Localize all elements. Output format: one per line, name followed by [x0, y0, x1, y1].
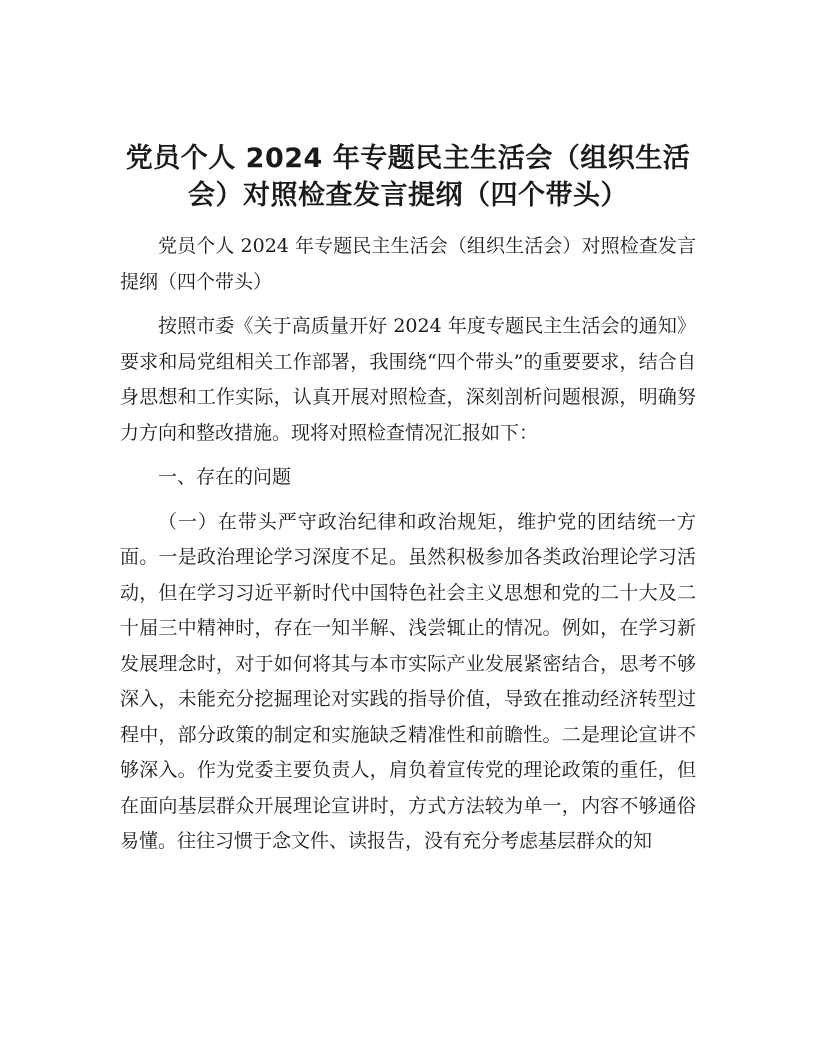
- section-heading: 一、存在的问题: [158, 466, 292, 488]
- document-body: [120, 229, 696, 860]
- title-line-1: 党员个人 2024 年专题民主生活会（组织生活: [125, 143, 691, 174]
- title-line-2: 会）对照检查发言提纲（四个带头）: [188, 180, 628, 211]
- document-title: [120, 140, 696, 214]
- section-1-paragraph: （一）在带头严守政治纪律和政治规矩，维护党的团结统一方面。一是政治理论学习深度不足。虽然积极参加各类政治理论学习活动，但在学习习近平新时代中国特色社会主义思想和党的二十大及二十届三中精神时，存在一知半解、浅尝辄止的情况。例如，在学习新发展理念时，对于如何将其与本市实际产业发展紧密结合，思考不够深入，未能充分挖掘理论对实践的指导价值，导致在推动经济转型过程中，部分政策的制定和实施缺乏精准性和前瞻性。二是理论宣讲不够深入。作为党委主要负责人，肩负着宣传党的理论政策的重任，但在面向基层群众开展理论宣讲时，方式方法较为单一，内容不够通俗易懂。往往习惯于念文件、读报告，没有充分考虑基层群众的知: [120, 510, 696, 852]
- subtitle-paragraph: 党员个人 2024 年专题民主生活会（组织生活会）对照检查发言提纲（四个带头）: [120, 235, 696, 293]
- intro-paragraph: 按照市委《关于高质量开好 2024 年度专题民主生活会的通知》要求和局党组相关工作部署，我围绕“四个带头”的重要要求，结合自身思想和工作实际，认真开展对照检查，深刻剖析问题根源，明确努力方向和整改措施。现将对照检查情况汇报如下：: [120, 315, 696, 444]
